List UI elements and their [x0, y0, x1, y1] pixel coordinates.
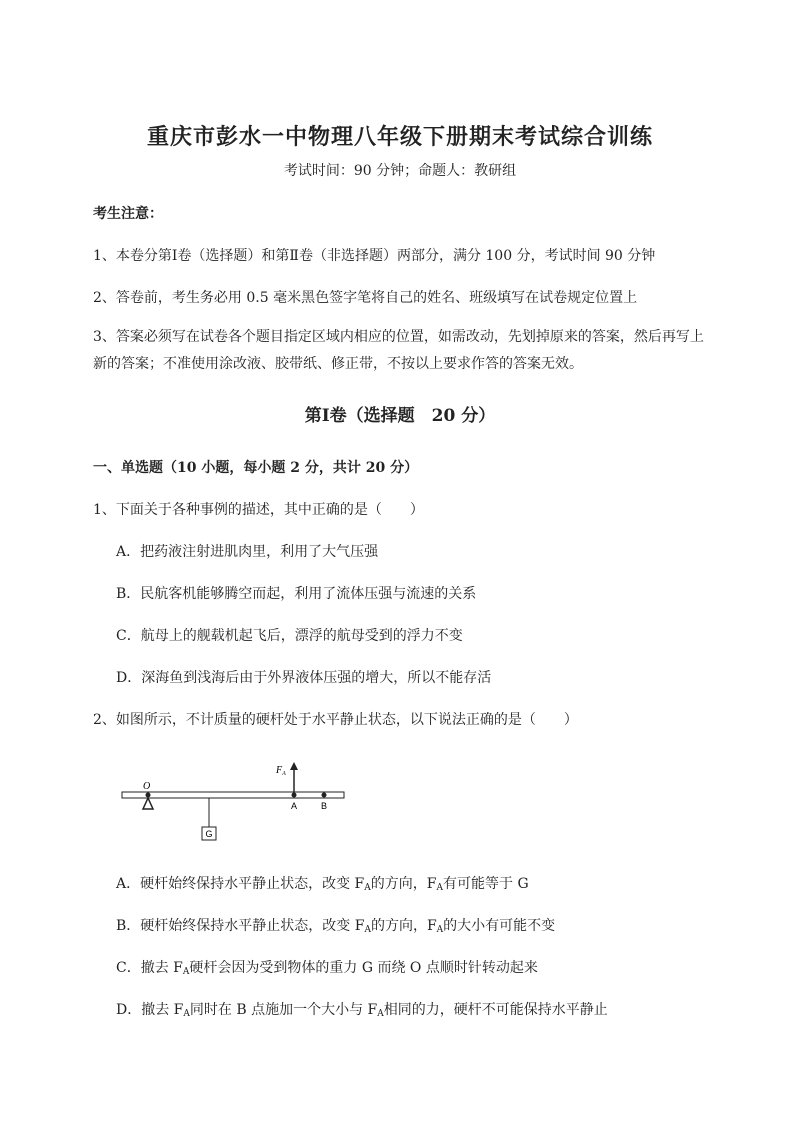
question-1-stem: 1、下面关于各种事例的描述，其中正确的是（ ）	[93, 502, 424, 518]
page-title: 重庆市彭水一中物理八年级下册期末考试综合训练	[146, 124, 653, 150]
question-1-option-d: D．深海鱼到浅海后由于外界液体压强的增大，所以不能存活	[116, 670, 492, 686]
point-a-marker	[292, 793, 297, 798]
part-heading: 一、单选题（10 小题，每小题 2 分，共计 20 分）	[93, 460, 419, 476]
force-label: $F_A$	[276, 765, 286, 777]
force-arrowhead-icon	[290, 762, 298, 770]
pivot-support-icon	[143, 798, 153, 809]
weight-label: G	[205, 829, 213, 839]
point-b-marker	[322, 793, 327, 798]
pivot-label: O	[143, 781, 151, 792]
point-a-label: A	[290, 801, 298, 811]
question-1-option-b: B．民航客机能够腾空而起，利用了流体压强与流速的关系	[116, 586, 477, 602]
notice-heading: 考生注意：	[93, 206, 163, 222]
question-2-option-c: C．撤去 $F_A$硬杆会因为受到物体的重力 G 而绕 O 点顺时针转动起来	[116, 960, 538, 977]
exam-info: 考试时间：90 分钟；命题人：教研组	[283, 163, 517, 179]
question-2-option-a: A．硬杆始终保持水平静止状态，改变 $F_A$的方向，$F_A$有可能等于 G	[116, 876, 529, 893]
lever-rod	[122, 792, 344, 798]
question-2-option-b: B．硬杆始终保持水平静止状态，改变 $F_A$的方向，$F_A$的大小有可能不变	[116, 918, 556, 935]
question-1-option-c: C．航母上的舰载机起飞后，漂浮的航母受到的浮力不变	[116, 628, 463, 644]
notice-item-2: 2、答卷前，考生务必用 0.5 毫米黑色签字笔将自己的姓名、班级填写在试卷规定位置上	[93, 290, 638, 306]
section-title: 第Ⅰ卷（选择题 20 分）	[304, 406, 496, 426]
question-2-option-d: D．撤去 $F_A$同时在 B 点施加一个大小与 $F_A$相同的力，硬杆不可能保持水平静止	[116, 1002, 608, 1019]
question-2-stem: 2、如图所示，不计质量的硬杆处于水平静止状态，以下说法正确的是（ ）	[93, 712, 578, 728]
lever-figure	[118, 760, 350, 842]
question-1-option-a: A．把药液注射进肌肉里，利用了大气压强	[116, 544, 379, 560]
notice-item-1: 1、本卷分第Ⅰ卷（选择题）和第Ⅱ卷（非选择题）两部分，满分 100 分，考试时间 90 分钟	[93, 248, 656, 264]
point-b-label: B	[320, 801, 328, 811]
notice-item-3: 3、答案必须写在试卷各个题目指定区域内相应的位置，如需改动，先划掉原来的答案，然后再写上新的答案；不准使用涂改液、胶带纸、修正带，不按以上要求作答的答案无效。	[93, 329, 704, 372]
